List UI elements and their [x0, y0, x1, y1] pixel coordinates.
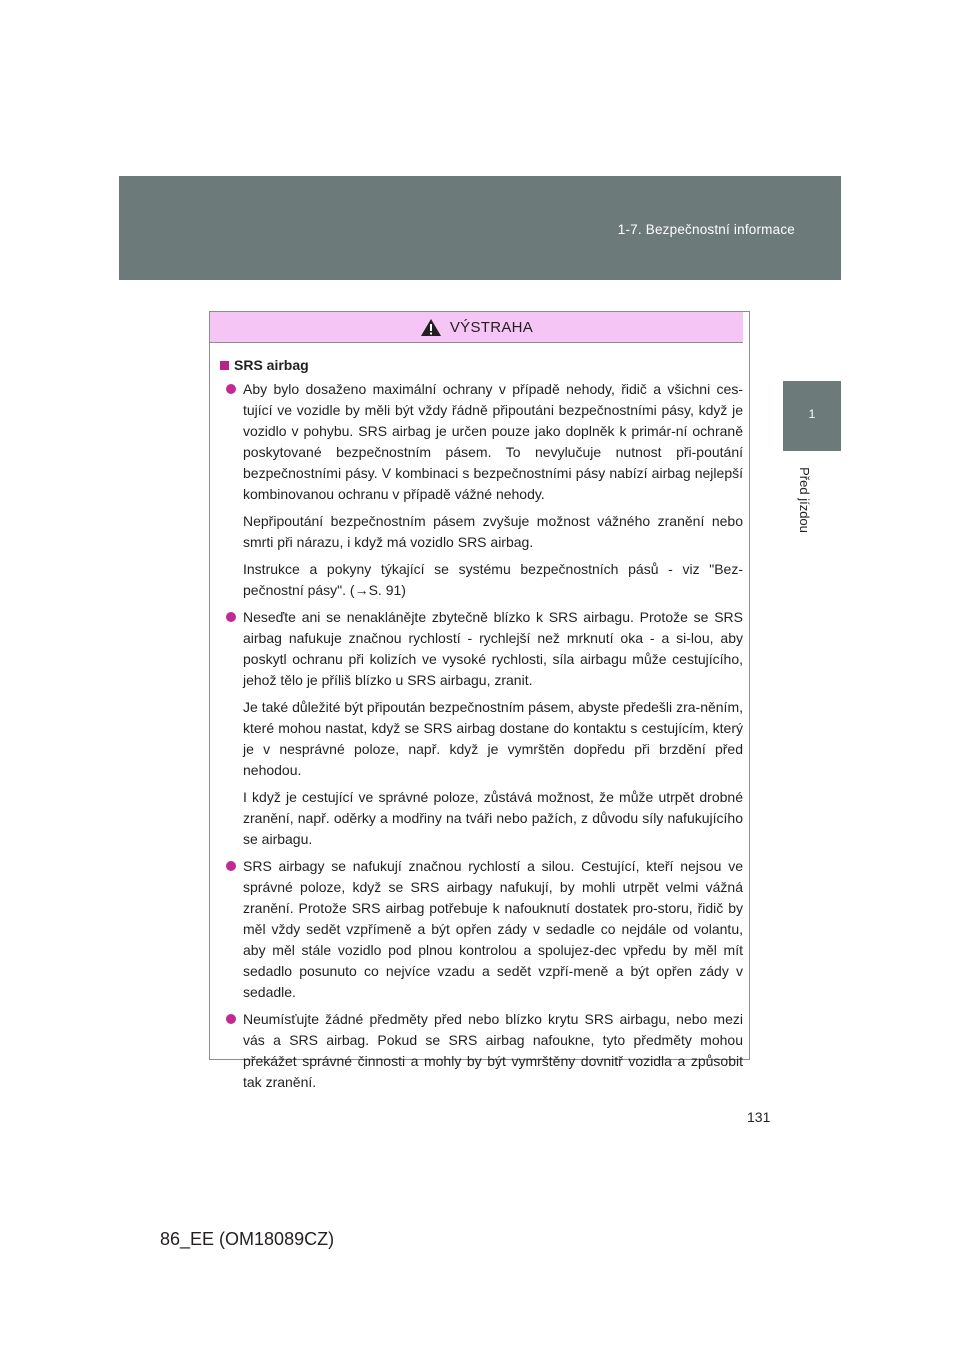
page-number: 131: [747, 1109, 771, 1125]
chapter-number: 1: [808, 407, 816, 421]
paragraph: Instrukce a pokyny týkající se systému bezpečnostních pásů - viz "Bez-pečnostní pásy". (→S. 91): [243, 561, 743, 598]
warning-header: [210, 312, 743, 343]
warning-content: [210, 343, 749, 1093]
paragraph: Neumísťujte žádné předměty před nebo blízko krytu SRS airbagu, nebo mezi vás a SRS airbag. Pokud se SRS airbag nafoukne, tyto předměty mohou překážet správné činnosti a mohly by být vymrštěny dovnitř vozidla a způsobit tak zranění.: [243, 1011, 743, 1090]
paragraph: Neseďte ani se nenaklánějte zbytečně blízko k SRS airbagu. Protože se SRS airbag nafukuje značnou rychlostí - rychlejší než mrknutí oka - a si-lou, aby poskytl ochranu při kolizích ve vysoké rychlosti, síla airbagu může cestujícího, jehož tělo je příliš blízko u SRS airbagu, zranit.: [243, 609, 743, 688]
paragraph: Aby bylo dosaženo maximální ochrany v případě nehody, řidič a všichni ces-tující ve vozidle by měli být vždy řádně připoutáni bezpečnostními pásy, když je vozidlo v pohybu. SRS airbag je určen pouze jako doplněk k primár-ní ochraně poskytované bezpečnostním pásem. To nevylučuje nutnost při-poutání bezpečnostními pásy. V kombinaci s bezpečnostními pásy nabízí airbag nejlepší kombinovanou ochranu v případě vážné nehody.: [243, 381, 743, 502]
list-item: [220, 607, 743, 850]
square-bullet-icon: [220, 361, 229, 370]
document-code: 86_EE (OM18089CZ): [160, 1229, 335, 1249]
bullet-list: [220, 379, 743, 1093]
bullet-dot-icon: [226, 612, 236, 622]
section-title: 1-7. Bezpečnostní informace: [617, 222, 795, 237]
paragraph: I když je cestující ve správné poloze, zůstává možnost, že může utrpět drobné zranění, např. oděrky a modřiny na tváři nebo pažích, z důvodu síly nafukujícího se airbagu.: [243, 789, 743, 847]
bullet-dot-icon: [226, 1014, 236, 1024]
bullet-dot-icon: [226, 384, 236, 394]
bullet-dot-icon: [226, 861, 236, 871]
subheading-text: SRS airbag: [234, 357, 309, 373]
list-item: [220, 1009, 743, 1093]
warning-triangle-icon: [420, 318, 442, 337]
chapter-label: Před jízdou: [797, 467, 812, 533]
list-item: [220, 856, 743, 1003]
warning-title: VÝSTRAHA: [449, 318, 534, 336]
warning-box: [209, 311, 750, 1090]
list-item: [220, 379, 743, 601]
chapter-tab: [783, 381, 841, 451]
paragraph: SRS airbagy se nafukují značnou rychlostí a silou. Cestující, kteří nejsou ve správné poloze, když se SRS airbagy nafukují, by mohli utrpět velmi vážná zranění. Protože SRS airbag potřebuje k nafouknutí dostatek pro-storu, řidič by měl vždy sedět vzpřímeně a být opřen zády v sedadle co nejdále od volantu, aby měl stále vozidlo pod plnou kontrolou a spolujez-dec vpředu by měl mít sedadlo posunuto co nejvíce vzadu a sedět vzpří-meně a být opřen zády v sedadle.: [243, 858, 743, 1000]
subheading: [220, 357, 743, 373]
header-band: [119, 176, 841, 280]
paragraph: Je také důležité být připoután bezpečnostním pásem, abyste předešli zra-něním, které mohou nastat, když se SRS airbag dostane do kontaktu s cestujícím, který je v nesprávné poloze, např. když je vymrštěn dopředu při brzdění před nehodou.: [243, 699, 743, 778]
paragraph: Nepřipoutání bezpečnostním pásem zvyšuje možnost vážného zranění nebo smrti při nárazu, i když má vozidlo SRS airbag.: [243, 513, 743, 550]
